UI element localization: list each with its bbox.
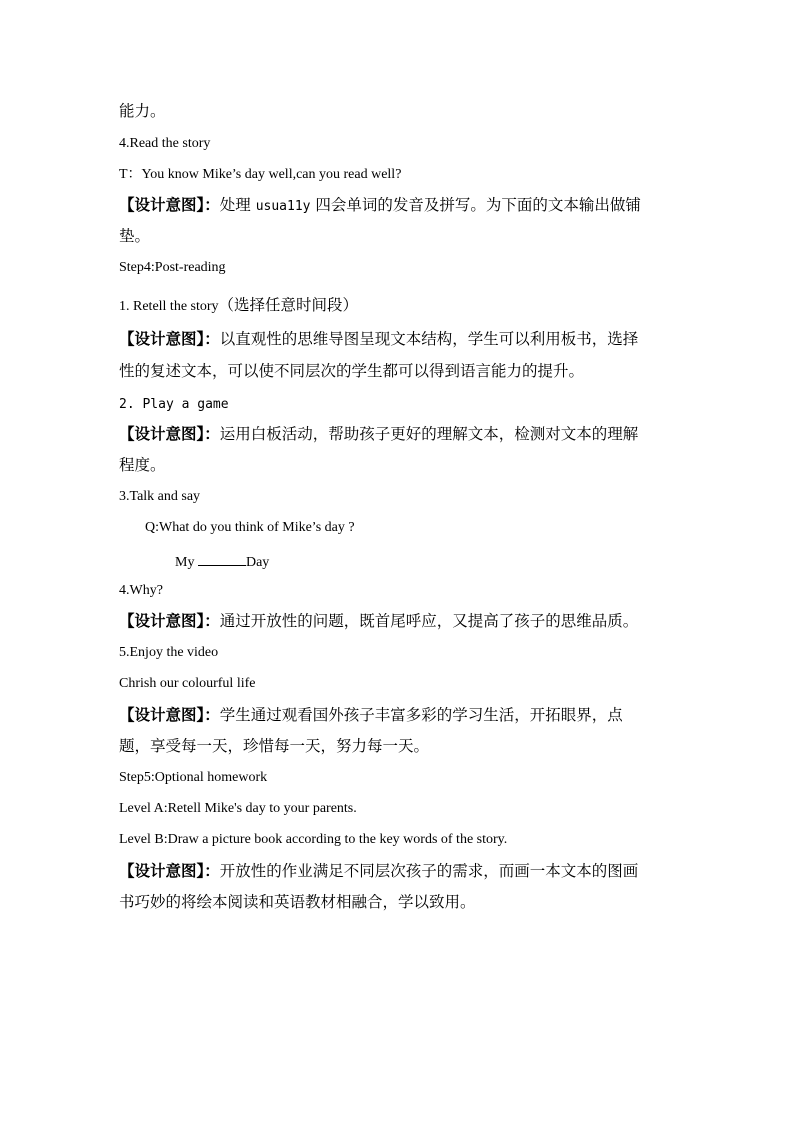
design-intent-paragraph: 【设计意图】：通过开放性的问题，既首尾呼应，又提高了孩子的思维品质。	[119, 612, 639, 630]
text-line: T：You know Mike’s day well,can you read well?	[119, 167, 402, 182]
text-line: Level B:Draw a picture book according to the key words of the story.	[119, 832, 508, 847]
design-intent-label: 【设计意图】：	[119, 612, 220, 630]
design-intent-label: 【设计意图】：	[119, 330, 220, 348]
design-intent-paragraph: 【设计意图】：运用白板活动，帮助孩子更好的理解文本，检测对文本的理解	[119, 425, 639, 443]
blank-underline	[198, 553, 246, 566]
list-item: 5.Enjoy the video	[119, 645, 219, 660]
design-intent-paragraph: 【设计意图】：学生通过观看国外孩子丰富多彩的学习生活，开拓眼界，点	[119, 706, 623, 724]
design-intent-label: 【设计意图】：	[119, 425, 220, 443]
list-item: 2. Play a game	[119, 397, 229, 412]
design-intent-paragraph: 【设计意图】：以直观性的思维导图呈现文本结构，学生可以利用板书，选择	[119, 330, 639, 348]
text-line: 性的复述文本，可以使不同层次的学生都可以得到语言能力的提升。	[119, 362, 585, 380]
list-item: 4.Why?	[119, 583, 163, 598]
section-heading: 4.Read the story	[119, 136, 211, 151]
text-line: Chrish our colourful life	[119, 676, 256, 691]
text-line: 垫。	[119, 227, 151, 245]
text-line: 题，享受每一天，珍惜每一天，努力每一天。	[119, 737, 430, 755]
fill-blank-line: My Day	[175, 555, 270, 570]
text-line: 程度。	[119, 456, 166, 474]
list-item: 1. Retell the story（选择任意时间段）	[119, 296, 359, 314]
design-intent-label: 【设计意图】：	[119, 196, 220, 214]
question-line: Q:What do you think of Mike’s day ?	[145, 520, 355, 535]
step-heading: Step4:Post-reading	[119, 260, 226, 275]
text-line: 书巧妙的将绘本阅读和英语教材相融合，学以致用。	[119, 893, 476, 911]
list-item: 3.Talk and say	[119, 489, 201, 504]
step-heading: Step5:Optional homework	[119, 770, 268, 785]
design-intent-label: 【设计意图】：	[119, 706, 220, 724]
design-intent-paragraph: 【设计意图】：开放性的作业满足不同层次孩子的需求，而画一本文本的图画	[119, 862, 639, 880]
design-intent-paragraph: 【设计意图】：处理 usua11y 四会单词的发音及拼写。为下面的文本输出做铺	[119, 196, 641, 214]
text-line: Level A:Retell Mike's day to your parents.	[119, 801, 357, 816]
text-line: 能力。	[119, 102, 166, 120]
design-intent-label: 【设计意图】：	[119, 862, 220, 880]
